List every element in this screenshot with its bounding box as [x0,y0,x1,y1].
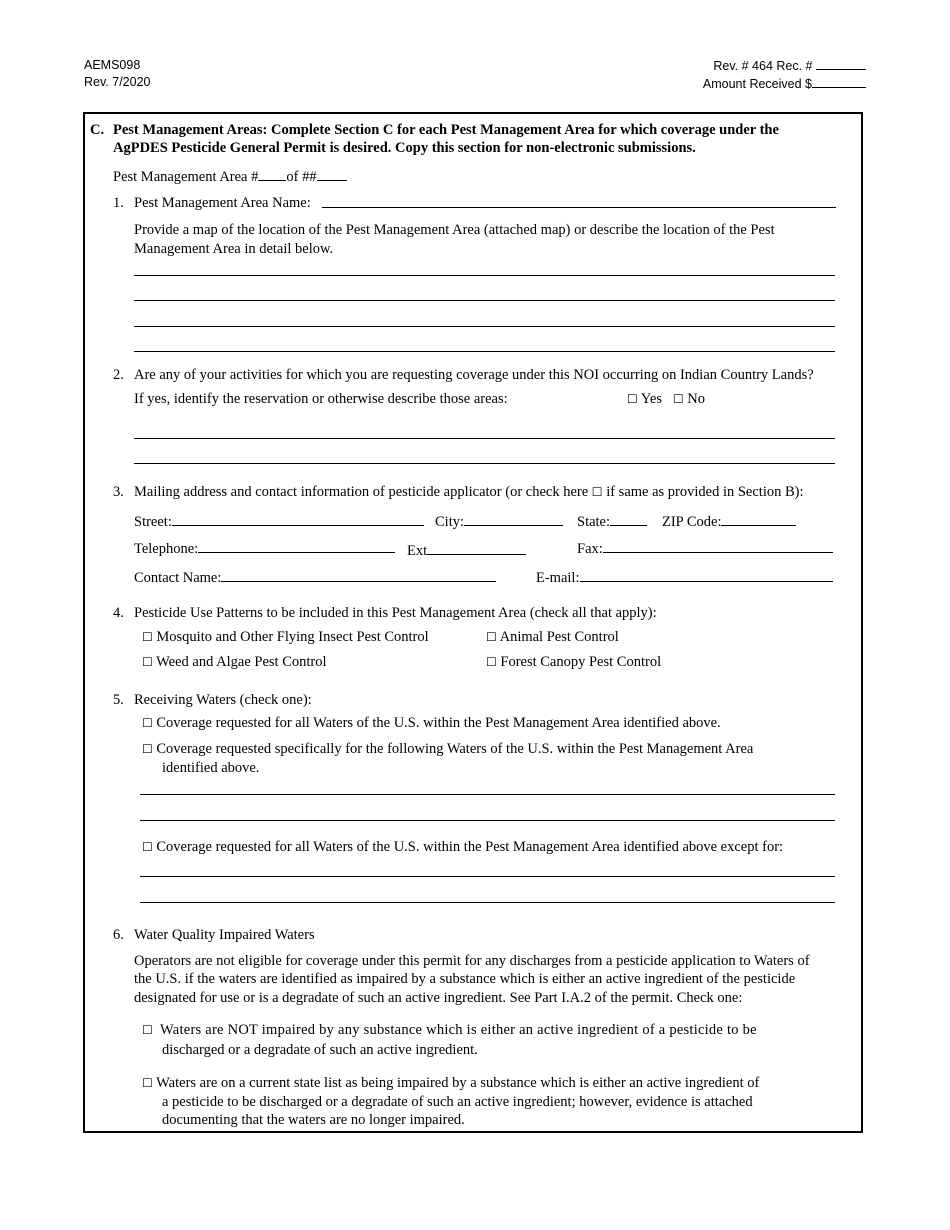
animal-pest-checkbox[interactable]: ☐ [486,630,497,644]
item6-label: Water Quality Impaired Waters [134,927,315,943]
rev-rec-row [703,57,866,75]
location-description-line[interactable] [134,300,835,301]
except-waters-checkbox[interactable]: ☐ [142,840,153,854]
street-field[interactable] [172,512,424,526]
ext-label: Ext [407,543,428,559]
item3-label-before: Mailing address and contact information of pesticide applicator (or check here [134,484,589,500]
weed-algae-label: Weed and Algae Pest Control [156,654,327,670]
except-waters-line[interactable] [140,902,835,903]
forest-canopy-checkbox[interactable]: ☐ [486,655,497,669]
no-label: No [687,391,705,407]
impaired-option [142,1021,757,1039]
street-row [134,512,424,531]
telephone-field[interactable] [198,539,395,553]
email-field[interactable] [580,568,833,582]
area-number-field[interactable] [258,167,286,181]
except-waters-label: Coverage requested for all Waters of the U.S. within the Pest Management Area identified above except for: [156,839,784,855]
use-pattern-option [486,628,619,646]
telephone-row [134,539,395,558]
specific-waters-line[interactable] [140,820,835,821]
rec-number-field[interactable] [816,57,866,70]
amount-row [703,75,866,93]
reservation-description-line[interactable] [134,463,835,464]
no-checkbox[interactable]: ☐ [672,392,684,406]
amount-received-label: Amount Received $ [702,77,812,91]
item6-paragraph-line3: designated for use or is a degradate of such an active ingredient. See Part I.A.2 of the permit. Check one: [134,990,743,1006]
weed-algae-checkbox[interactable]: ☐ [142,655,153,669]
all-waters-label: Coverage requested for all Waters of the U.S. within the Pest Management Area identified above. [156,715,721,731]
listed-impaired-checkbox[interactable]: ☐ [142,1076,153,1090]
use-pattern-option [142,653,327,671]
reservation-description-line[interactable] [134,438,835,439]
yes-label: Yes [640,391,662,407]
section-title-line2: AgPDES Pesticide General Permit is desired. Copy this section for non-electronic submissions. [113,140,696,156]
indian-country-options [627,390,705,408]
item2-question: Are any of your activities for which you are requesting coverage under this NOI occurring on Indian Country Lands? [134,367,814,383]
state-label: State: [577,514,611,530]
section-title-line1: Pest Management Areas: Complete Section C for each Pest Management Area for which coverage under the [113,122,779,138]
item4-number: 4. [113,605,124,621]
location-description-line[interactable] [134,351,835,352]
form-revision: Rev. 7/2020 [84,75,151,89]
ext-row [407,541,526,560]
contact-name-field[interactable] [221,568,496,582]
item1-label: Pest Management Area Name: [134,195,311,211]
receiving-waters-option [142,838,783,856]
item5-number: 5. [113,692,124,708]
item1-instructions-line1: Provide a map of the location of the Pest Management Area (attached map) or describe the location of the Pest [134,222,775,238]
animal-pest-label: Animal Pest Control [499,629,619,645]
listed-impaired-label-line2: a pesticide to be discharged or a degradate of such an active ingredient; however, evidence is attached [162,1094,753,1110]
area-of-label: of ## [286,169,317,185]
area-number-row [113,167,347,186]
city-label: City: [435,514,465,530]
receiving-waters-option [142,714,721,732]
location-description-line[interactable] [134,275,835,276]
contact-name-label: Contact Name: [134,570,222,586]
zip-label: ZIP Code: [662,514,722,530]
form-header-right [703,57,866,93]
amount-received-field[interactable] [812,75,866,88]
item5-label: Receiving Waters (check one): [134,692,312,708]
street-label: Street: [134,514,172,530]
fax-row [577,539,833,558]
item3-label-after: if same as provided in Section B): [606,484,804,500]
not-impaired-label-line1: Waters are NOT impaired by any substance which is either an active ingredient of a pesticide to be [160,1022,757,1038]
location-description-line[interactable] [134,326,835,327]
zip-row [662,512,796,531]
use-pattern-option [142,628,429,646]
same-as-section-b-checkbox[interactable]: ☐ [591,485,603,499]
state-field[interactable] [610,512,647,526]
item1-instructions-line2: Management Area in detail below. [134,241,334,257]
zip-field[interactable] [721,512,796,526]
item4-label: Pesticide Use Patterns to be included in this Pest Management Area (check all that apply): [134,605,657,621]
section-letter: C. [90,122,105,138]
item2-followup: If yes, identify the reservation or otherwise describe those areas: [134,391,508,407]
contact-row [134,568,496,587]
specific-waters-label-line1: Coverage requested specifically for the following Waters of the U.S. within the Pest Management Area [156,741,754,757]
city-row [435,512,563,531]
fax-field[interactable] [603,539,833,553]
email-label: E-mail: [536,570,580,586]
not-impaired-label-line2: discharged or a degradate of such an active ingredient. [162,1042,478,1058]
specific-waters-checkbox[interactable]: ☐ [142,742,153,756]
city-field[interactable] [464,512,563,526]
item6-paragraph-line1: Operators are not eligible for coverage under this permit for any discharges from a pesticide application to Waters of [134,953,810,969]
listed-impaired-label-line3: documenting that the waters are no longer impaired. [162,1112,465,1128]
form-header-left [84,57,150,91]
fax-label: Fax: [577,541,603,557]
use-pattern-option [486,653,661,671]
all-waters-checkbox[interactable]: ☐ [142,716,153,730]
ext-field[interactable] [427,541,526,555]
forest-canopy-label: Forest Canopy Pest Control [500,654,662,670]
specific-waters-line[interactable] [140,794,835,795]
not-impaired-checkbox[interactable]: ☐ [142,1023,153,1037]
area-name-field[interactable] [322,207,836,208]
yes-checkbox[interactable]: ☐ [627,392,638,406]
telephone-label: Telephone: [134,541,199,557]
state-row [577,512,647,531]
email-row [536,568,833,587]
item6-number: 6. [113,927,124,943]
item6-paragraph-line2: the U.S. if the waters are identified as impaired by a substance which is either an active ingredient of the pesticide [134,971,796,987]
item1-number: 1. [113,195,124,211]
except-waters-line[interactable] [140,876,835,877]
item3-label [134,483,804,501]
item3-number: 3. [113,484,124,500]
specific-waters-label-line2: identified above. [162,760,260,776]
impaired-option [142,1074,759,1092]
rev-rec-label: Rev. # 464 Rec. # [713,59,813,73]
mosquito-checkbox[interactable]: ☐ [142,630,153,644]
area-number-label: Pest Management Area # [113,169,259,185]
mosquito-label: Mosquito and Other Flying Insect Pest Control [156,629,429,645]
area-total-field[interactable] [317,167,347,181]
listed-impaired-label-line1: Waters are on a current state list as being impaired by a substance which is either an active ingredient of [156,1075,760,1091]
form-id: AEMS098 [84,58,141,72]
receiving-waters-option [142,740,753,758]
item2-number: 2. [113,367,124,383]
